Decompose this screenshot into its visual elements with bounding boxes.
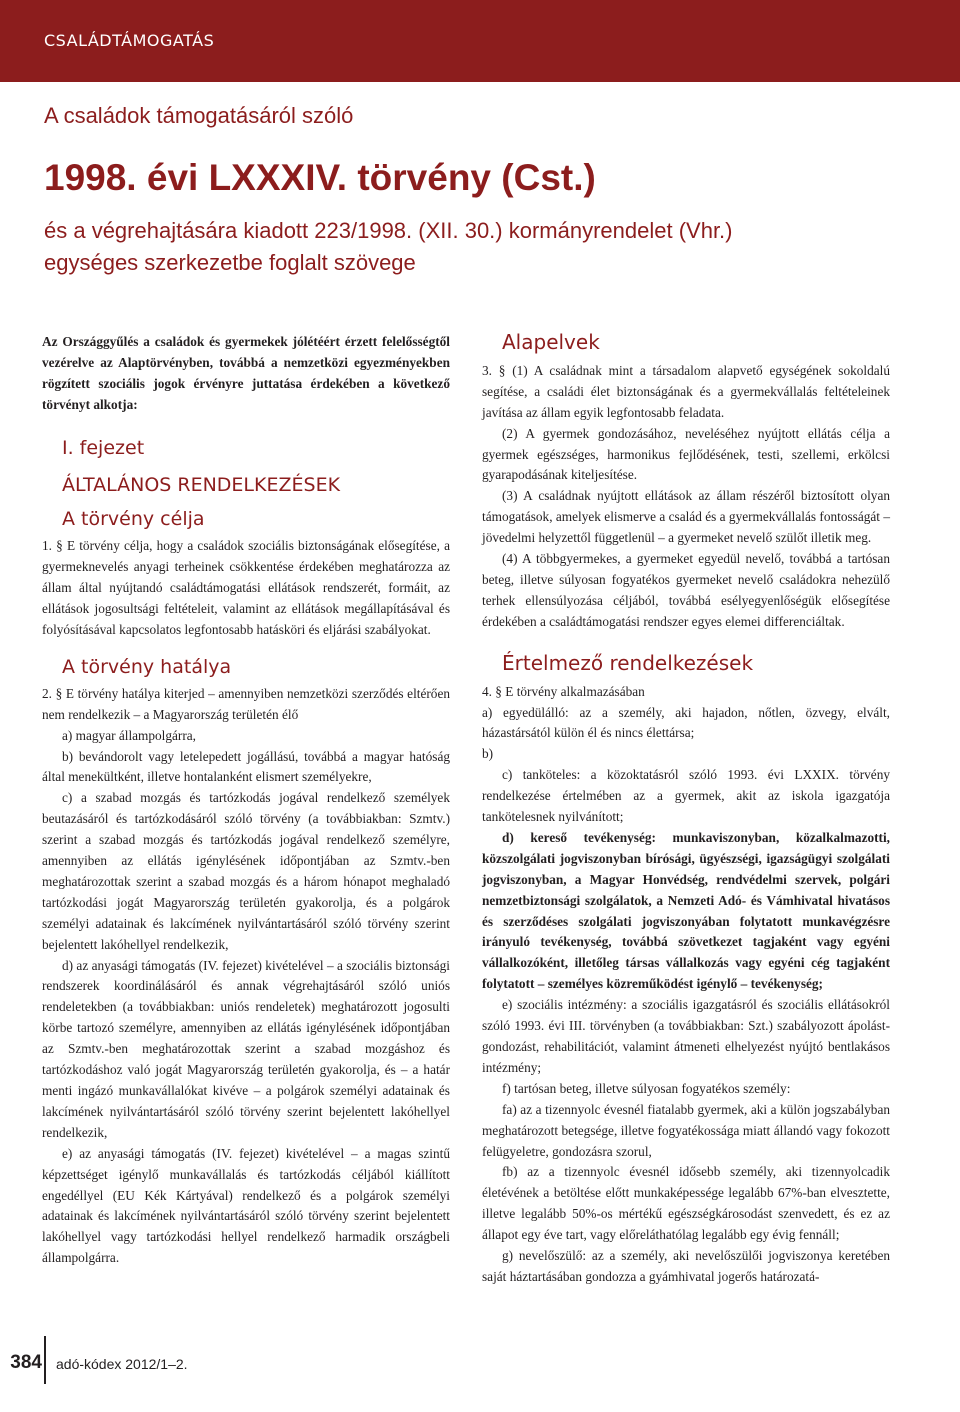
subheading-definitions: Értelmező rendelkezések (502, 650, 754, 675)
subheading-principles: Alapelvek (502, 330, 600, 354)
section-label: CSALÁDTÁMOGATÁS (44, 31, 215, 50)
chapter-title: ÁLTALÁNOS RENDELKEZÉSEK (62, 473, 341, 496)
paragraph-4a: a) egyedülálló: az a személy, aki hajadon, nőtlen, özvegy, elvált, házastársától külön él és nincs élettársa; (482, 704, 890, 741)
paragraph-3: 3. § (1) A családnak mint a társadalom alapvető egységének sokoldalú segítése, a családi élet biztonságának és a gyermekvállalás feltételeinek javítása az állam egyik legfontosabb feladata. (482, 362, 890, 420)
paragraph-4c: c) tanköteles: a közoktatásról szóló 1993. évi LXXIX. törvény rendelkezése értelmében az a gyermek, akit az iskola igazgatója tankötelesnek nyilvánított; (482, 767, 890, 825)
paragraph-2b: b) bevándorolt vagy letelepedett jogállású, továbbá a magyar hatóság által menekültként, illetve hontalanként elismert személyekre, (42, 748, 450, 785)
paragraph-2d: d) az anyasági támogatás (IV. fejezet) kivételével – a szociális biztonsági rendszerek koordinálásáról és annak végrehajtásáról szóló uniós rendeletekben (a továbbiakban: uniós rendeletek) meghatározott jogosulti körbe tartozó személyre, amennyiben az ellátás igénylésének időpontjában az Szmtv.-ben meghatározottak szerint a szabad mozgáshoz és tartózkodáshoz való jogát Magyarország területén gyakorolja, és – a határ menti ingázó munkavállalókat kivéve – a polgárok személyi adatainak és lakcímének nyilvántartásáról szóló törvény szerint bejelentett lakóhellyel rendelkezik, (42, 957, 450, 1140)
paragraph-2c: c) a szabad mozgás és tartózkodás jogával rendelkező személyek beutazásáról és tartózkodásáról szóló törvény (a továbbiakban: Szmtv.) szerint a szabad mozgás és tartózkodás jogával rendelkező személyre, amennyiben az ellátás igénylésének időpontjában az Szmtv.-ben meghatározottak szerint a szabad mozgás és a három hónapot meghaladó tartózkodási jogát Magyarország területén gyakorolja, és a polgárok személyi adatainak és lakcímének nyilvántartásáról szóló törvény szerint bejelentett lakóhellyel rendelkezik, (42, 790, 450, 952)
paragraph-4: 4. § E törvény alkalmazásában (482, 683, 645, 699)
paragraph-4b: b) (482, 746, 494, 762)
paragraph-4fb: fb) az a tizennyolc évesnél idősebb személy, aki tizennyolcadik életévének a betöltése előtt munkaképessége legalább 67%-ban elvesztette, illetve legalább 50%-os mértékű egészségkárosodást szenvedett, és ez az állapot egy éve tart, vagy előreláthatólag legalább egy évig fennáll; (482, 1164, 890, 1243)
title-line-4: egységes szerkezetbe foglalt szövege (44, 250, 416, 275)
paragraph-2: 2. § E törvény hatálya kiterjed – amennyiben nemzetközi szerződés eltérően nem rendelkezik – a Magyarország területén élő (42, 685, 450, 722)
subheading-scope: A törvény hatálya (62, 655, 232, 678)
paragraph-2a: a) magyar állampolgárra, (62, 727, 197, 743)
left-column (42, 332, 450, 1269)
paragraph-4e: e) szociális intézmény: a szociális igazgatásról és szociális ellátásokról szóló 1993. évi III. törvényben (a továbbiakban: Szt.) szabályozott ápolást-gondozást, rehabilitációt, valamint átmeneti elhelyezést nyújtó bentlakásos intézmény; (482, 997, 890, 1075)
paragraph-3-3: (3) A családnak nyújtott ellátások az állam részéről biztosított olyan támogatások, amelyek elismerve a család és a gyermekvállalás fontosságát – jövedelmi helyzettől függetlenül – a gyermeket nevelő szülőt illetik meg. (482, 488, 890, 546)
paragraph-4f: f) tartósan beteg, illetve súlyosan fogyatékos személy: (502, 1080, 791, 1096)
paragraph-1: 1. § E törvény célja, hogy a családok szociális biztonságának elősegítése, a gyermeknevelés anyagi terheinek csökkentése érdekében meghatározza az állam által nyújtandó családtámogatási ellátások rendszerét, formáit, az ellátások jogosultsági feltételeit, valamint az ellátások megállapításával és folyósításával kapcsolatos legfontosabb hatásköri és eljárási szabályokat. (42, 538, 450, 637)
footer-divider (44, 1336, 46, 1384)
chapter-number: I. fejezet (62, 436, 145, 459)
title-line-2: 1998. évi LXXXIV. törvény (Cst.) (44, 157, 596, 198)
title-line-1: A családok támogatásáról szóló (44, 103, 354, 128)
title-line-3: és a végrehajtására kiadott 223/1998. (XII. 30.) kormányrendelet (Vhr.) (44, 218, 733, 243)
subheading-purpose: A törvény célja (62, 508, 205, 531)
journal-name: adó-kódex 2012/1–2. (56, 1356, 188, 1372)
paragraph-4d: d) kereső tevékenység: munkaviszonyban, közalkalmazotti, közszolgálati jogviszonyban bírósági, ügyészségi, igazságügyi szolgálati jogviszonyban, a Magyar Honvédség, rendvédelmi szervek, polgári nemzetbiztonsági szolgálatok, a Nemzeti Adó- és Vámhivatal hivatásos és szerződéses szolgálati jogviszonyában folytatott munkavégzésre irányuló tevékenység, továbbá szövetkezet tagjaként vagy egyéni vállalkozóként, illetőleg társas vállalkozás vagy egyéni cég tagjaként folytatott – személyes közreműködést igénylő – tevékenység; (482, 829, 890, 992)
section-bar (0, 0, 960, 82)
right-column (482, 332, 890, 1288)
paragraph-4fa: fa) az a tizennyolc évesnél fiatalabb gyermek, aki a külön jogszabályban meghatározott betegsége, illetve fogyatékossága miatt állandó vagy fokozott felügyeletre, gondozásra szorul, (482, 1101, 890, 1159)
preamble: Az Országgyűlés a családok és gyermekek jólétéért érzett felelősségtől vezérelve az Alaptörvényben, továbbá a nemzetközi egyezményekben rögzített szociális jogok érvényre juttatása érdekében a következő törvényt alkotja: (42, 334, 450, 412)
paragraph-4g: g) nevelőszülő: az a személy, aki nevelőszülői jogviszonya keretében saját háztartásában gondozza a gyámhivatal jogerős határozatá- (482, 1248, 890, 1284)
paragraph-3-2: (2) A gyermek gondozásához, neveléséhez nyújtott ellátás célja a gyermek egészséges, harmonikus fejlődésének, testi, szellemi, erkölcsi gyarapodásának kiteljesítése. (482, 425, 890, 483)
paragraph-3-4: (4) A többgyermekes, a gyermeket egyedül nevelő, továbbá a tartósan beteg, illetve súlyosan fogyatékos gyermeket nevelő családokra nehezülő terhek ellensúlyozása céljából, továbbá esélyegyenlőségük elősegítése érdekében a családtámogatási rendszer egyes elemei differenciáltak. (482, 551, 890, 629)
page-number: 384 (10, 1352, 42, 1373)
paragraph-2e: e) az anyasági támogatás (IV. fejezet) kivételével – a magas szintű képzettséget igénylő munkavállalás és tartózkodás céljából kiállított engedéllyel (EU Kék Kártyával) rendelkező és a polgárok személyi adatainak és lakcímének nyilvántartásáról szóló törvény szerint bejelentett lakóhellyel vagy tartózkodási hellyel rendelkező harmadik országbeli állampolgárra. (42, 1145, 450, 1266)
